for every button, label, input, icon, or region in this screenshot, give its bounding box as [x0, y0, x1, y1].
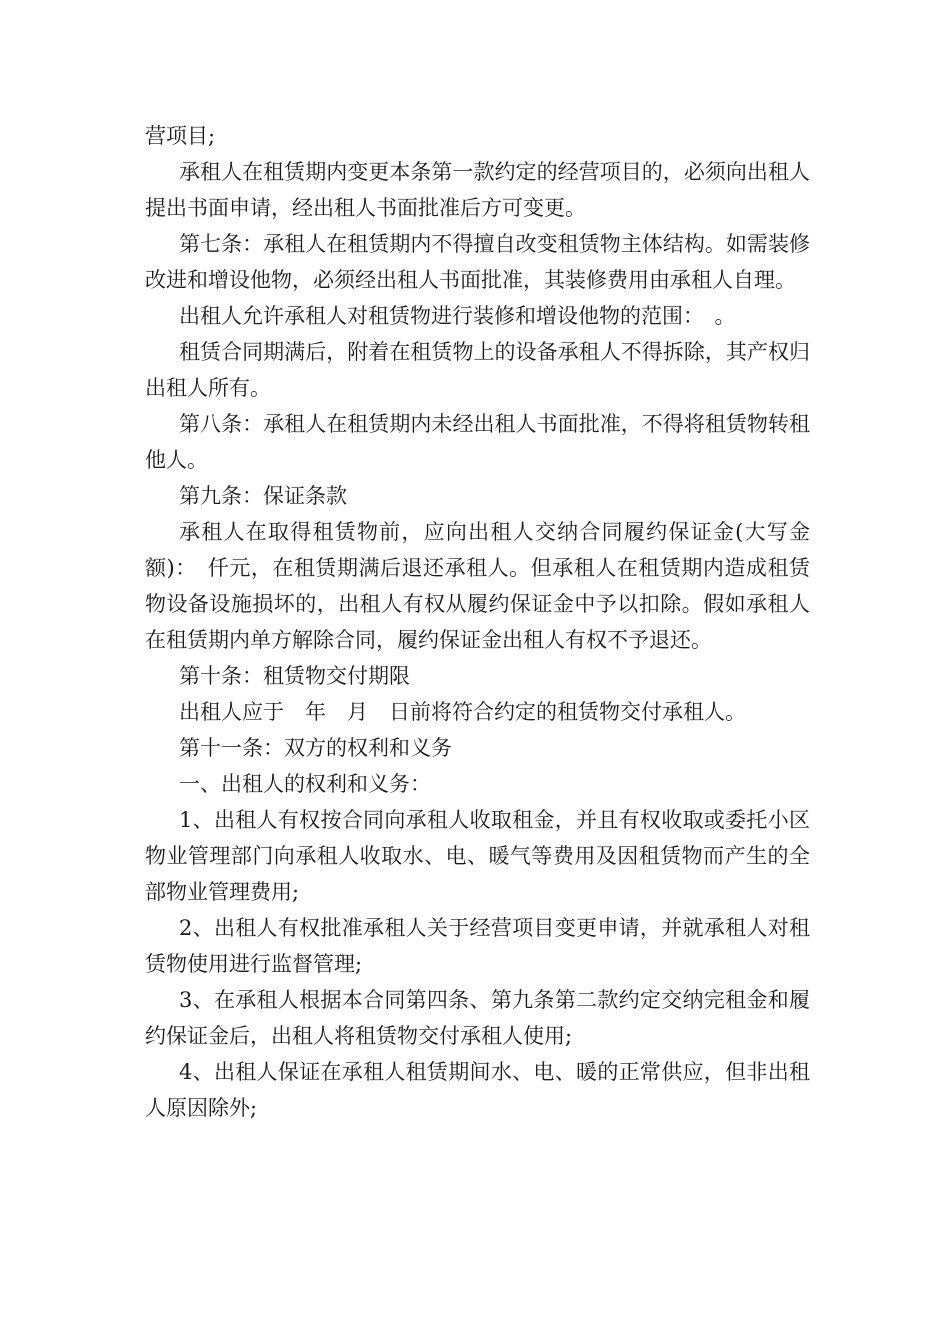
document-page: [145, 118, 810, 1126]
paragraph-5: 租赁合同期满后，附着在租赁物上的设备承租人不得拆除，其产权归出租人所有。: [145, 340, 810, 400]
paragraph-10: 出租人应于 年 月 日前将符合约定的租赁物交付承租人。: [179, 700, 746, 724]
paragraph-9: 第十条：租赁物交付期限: [179, 664, 410, 688]
paragraph-7: 第九条：保证条款: [179, 484, 347, 508]
paragraph-13: 1、出租人有权按合同向承租人收取租金，并且有权收取或委托小区物业管理部门向承租人收取水、电、暖气等费用及因租赁物而产生的全部物业管理费用;: [145, 808, 810, 904]
paragraph-14: 2、出租人有权批准承租人关于经营项目变更申请，并就承租人对租赁物使用进行监督管理;: [145, 916, 810, 976]
paragraph-11: 第十一条：双方的权利和义务: [179, 736, 452, 760]
paragraph-12: 一、出租人的权利和义务：: [179, 772, 431, 796]
paragraph-3: 第七条：承租人在租赁期内不得擅自改变租赁物主体结构。如需装修改进和增设他物，必须经出租人书面批准，其装修费用由承租人自理。: [145, 232, 810, 292]
paragraph-4: 出租人允许承租人对租赁物进行装修和增设他物的范围： 。: [179, 304, 736, 328]
paragraph-1: 营项目;: [145, 124, 216, 148]
paragraph-6: 第八条：承租人在租赁期内未经出租人书面批准，不得将租赁物转租他人。: [145, 412, 810, 472]
paragraph-16: 4、出租人保证在承租人租赁期间水、电、暖的正常供应，但非出租人原因除外;: [145, 1060, 810, 1120]
paragraph-2: 承租人在租赁期内变更本条第一款约定的经营项目的，必须向出租人提出书面申请，经出租人书面批准后方可变更。: [145, 160, 810, 220]
paragraph-15: 3、在承租人根据本合同第四条、第九条第二款约定交纳完租金和履约保证金后，出租人将租赁物交付承租人使用;: [145, 988, 810, 1048]
paragraph-8: 承租人在取得租赁物前，应向出租人交纳合同履约保证金(大写金额)： 仟元，在租赁期满后退还承租人。但承租人在租赁期内造成租赁物设备设施损坏的，出租人有权从履约保证金中予以扣除。假如承租人在租赁期内单方解除合同，履约保证金出租人有权不予退还。: [145, 520, 810, 652]
